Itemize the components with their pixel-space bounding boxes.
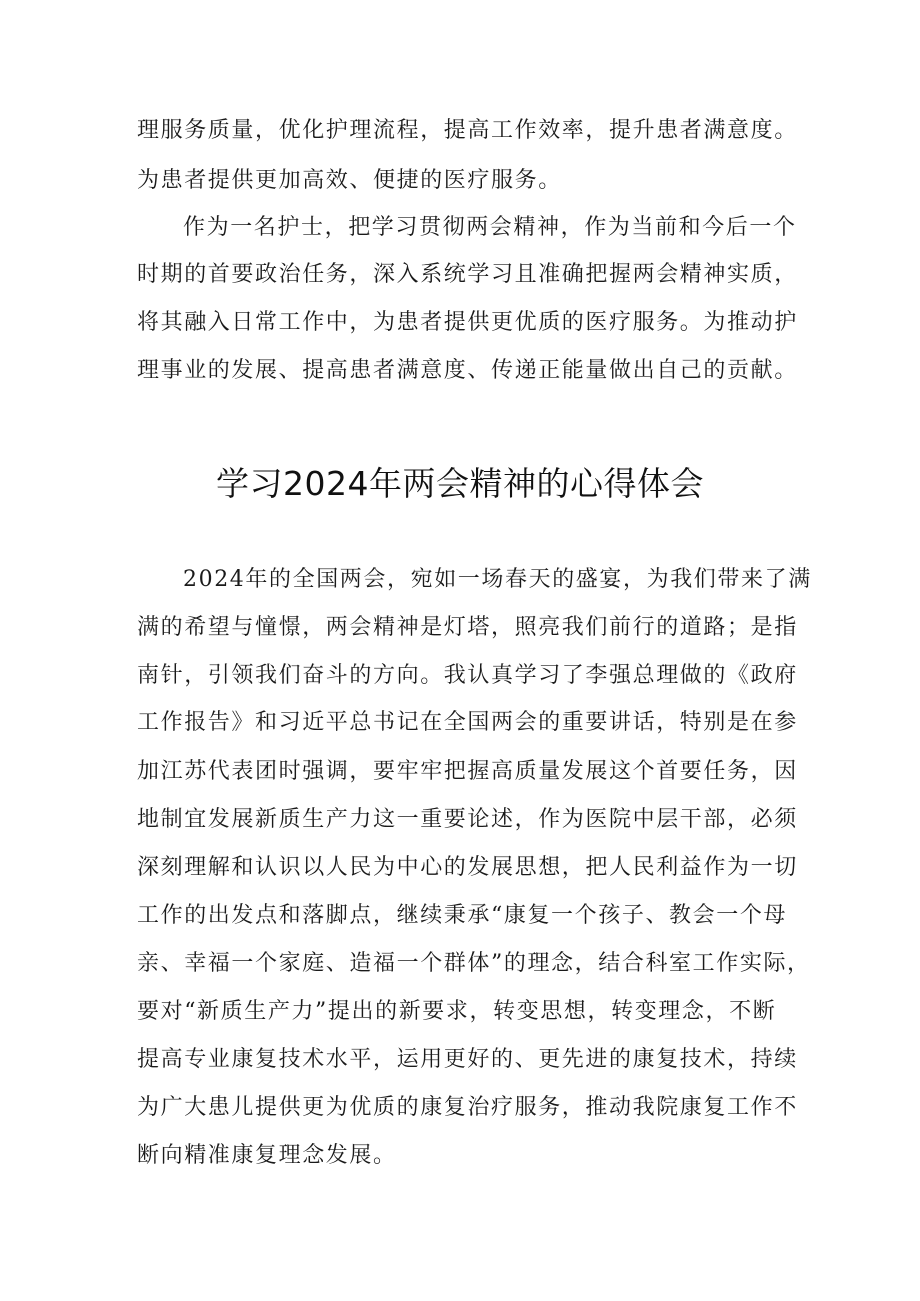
paragraph-line: 地制宜发展新质生产力这一重要论述，作为医院中层干部，必须 bbox=[137, 807, 798, 832]
paragraph-line: 理服务质量，优化护理流程，提高工作效率，提升患者满意度。 bbox=[137, 118, 798, 143]
paragraph-line: 2024年的全国两会，宛如一场春天的盛宴，为我们带来了满 bbox=[183, 567, 812, 592]
paragraph-line: 深刻理解和认识以人民为中心的发展思想，把人民利益作为一切 bbox=[137, 855, 798, 880]
paragraph-line: 将其融入日常工作中，为患者提供更优质的医疗服务。为推动护 bbox=[137, 310, 798, 335]
paragraph-line: 为患者提供更加高效、便捷的医疗服务。 bbox=[137, 168, 562, 193]
paragraph-line: 南针，引领我们奋斗的方向。我认真学习了李强总理做的《政府 bbox=[137, 663, 798, 688]
paragraph-line: 亲、幸福一个家庭、造福一个群体”的理念，结合科室工作实际， bbox=[137, 951, 811, 976]
paragraph-line: 满的希望与憧憬，两会精神是灯塔，照亮我们前行的道路；是指 bbox=[137, 615, 798, 640]
paragraph-line: 为广大患儿提供更为优质的康复治疗服务，推动我院康复工作不 bbox=[137, 1095, 798, 1120]
paragraph-line: 作为一名护士，把学习贯彻两会精神，作为当前和今后一个 bbox=[183, 215, 797, 240]
paragraph-line: 工作报告》和习近平总书记在全国两会的重要讲话，特别是在参 bbox=[137, 710, 798, 735]
paragraph-line: 断向精准康复理念发展。 bbox=[137, 1143, 397, 1168]
paragraph-line: 加江苏代表团时强调，要牢牢把握高质量发展这个首要任务，因 bbox=[137, 759, 798, 784]
document-title: 学习2024年两会精神的心得体会 bbox=[216, 464, 704, 503]
paragraph-line: 工作的出发点和落脚点，继续秉承“康复一个孩子、教会一个母 bbox=[137, 903, 788, 928]
paragraph-line: 要对“新质生产力”提出的新要求，转变思想，转变理念，不断 bbox=[137, 999, 777, 1024]
paragraph-line: 时期的首要政治任务，深入系统学习且准确把握两会精神实质， bbox=[137, 262, 798, 287]
paragraph-line: 理事业的发展、提高患者满意度、传递正能量做出自己的贡献。 bbox=[137, 358, 798, 383]
paragraph-line: 提高专业康复技术水平，运用更好的、更先进的康复技术，持续 bbox=[137, 1047, 798, 1072]
